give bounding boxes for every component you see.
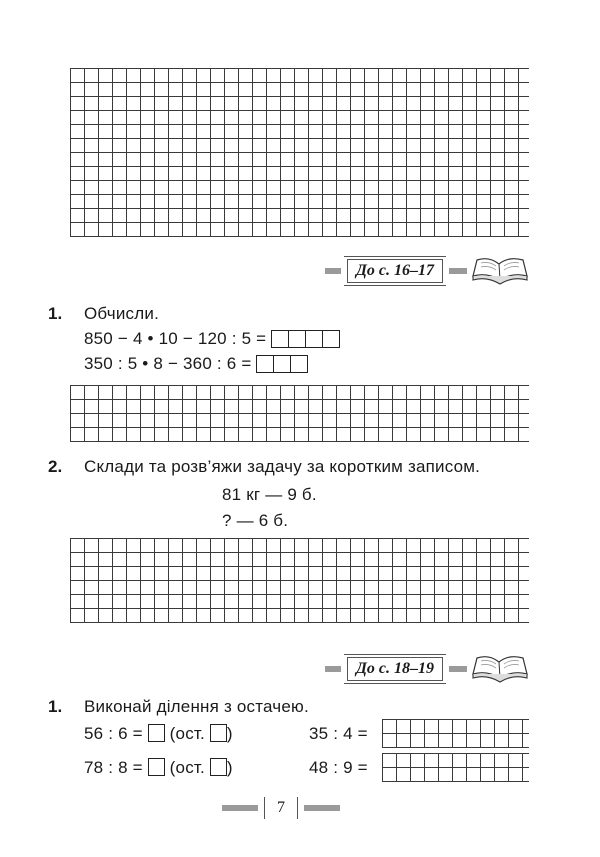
open-book-icon [469,652,531,686]
marker-bar [325,666,341,672]
section-marker-16-17 [325,254,531,288]
grid-task2[interactable] [70,538,529,623]
grid-top[interactable] [70,68,529,237]
answer-cells[interactable] [271,330,340,348]
division-expression: 56 : 6 = [84,724,143,743]
task-number: 1. [48,697,63,716]
division-d: 48 : 9 = [309,758,368,777]
expression-2 [84,354,308,374]
page-number: 7 [264,797,298,819]
marker-bar [449,666,467,672]
section-ref-label: До с. 16–17 [347,259,443,283]
footer-bar [222,805,258,811]
remainder-close: ) [226,724,233,743]
remainder-box[interactable] [210,758,227,776]
remainder-open: (ост. [169,724,205,743]
task-title: Обчисли. [84,304,159,323]
quotient-box[interactable] [148,724,165,742]
division-b [84,758,233,778]
section-marker-18-19 [325,652,531,686]
grid-division-c[interactable] [382,719,529,748]
division-c: 35 : 4 = [309,724,368,743]
footer-bar [304,805,340,811]
open-book-icon [469,254,531,288]
grid-task1[interactable] [70,385,529,442]
quotient-box[interactable] [148,758,165,776]
page-number-footer [222,797,340,819]
task-number: 2. [48,457,63,476]
section-ref-label: До с. 18–19 [347,657,443,681]
division-expression: 78 : 8 = [84,758,143,777]
task-title: Склади та розв’яжи задачу за коротким записом. [84,457,481,476]
answer-cells[interactable] [256,355,308,373]
remainder-open: (ост. [169,758,205,777]
marker-bar [325,268,341,274]
expression-text: 850 − 4 • 10 − 120 : 5 = [84,329,267,348]
remainder-box[interactable] [210,724,227,742]
remainder-close: ) [226,758,233,777]
expression-1 [84,329,340,349]
division-a [84,724,233,744]
marker-bar [449,268,467,274]
expression-text: 350 : 5 • 8 − 360 : 6 = [84,354,252,373]
grid-division-d[interactable] [382,753,529,782]
short-record-line-1: 81 кг — 9 б. [222,485,317,504]
task-title: Виконай ділення з остачею. [84,697,309,716]
short-record-line-2: ? — 6 б. [222,511,289,530]
task-number: 1. [48,304,63,323]
